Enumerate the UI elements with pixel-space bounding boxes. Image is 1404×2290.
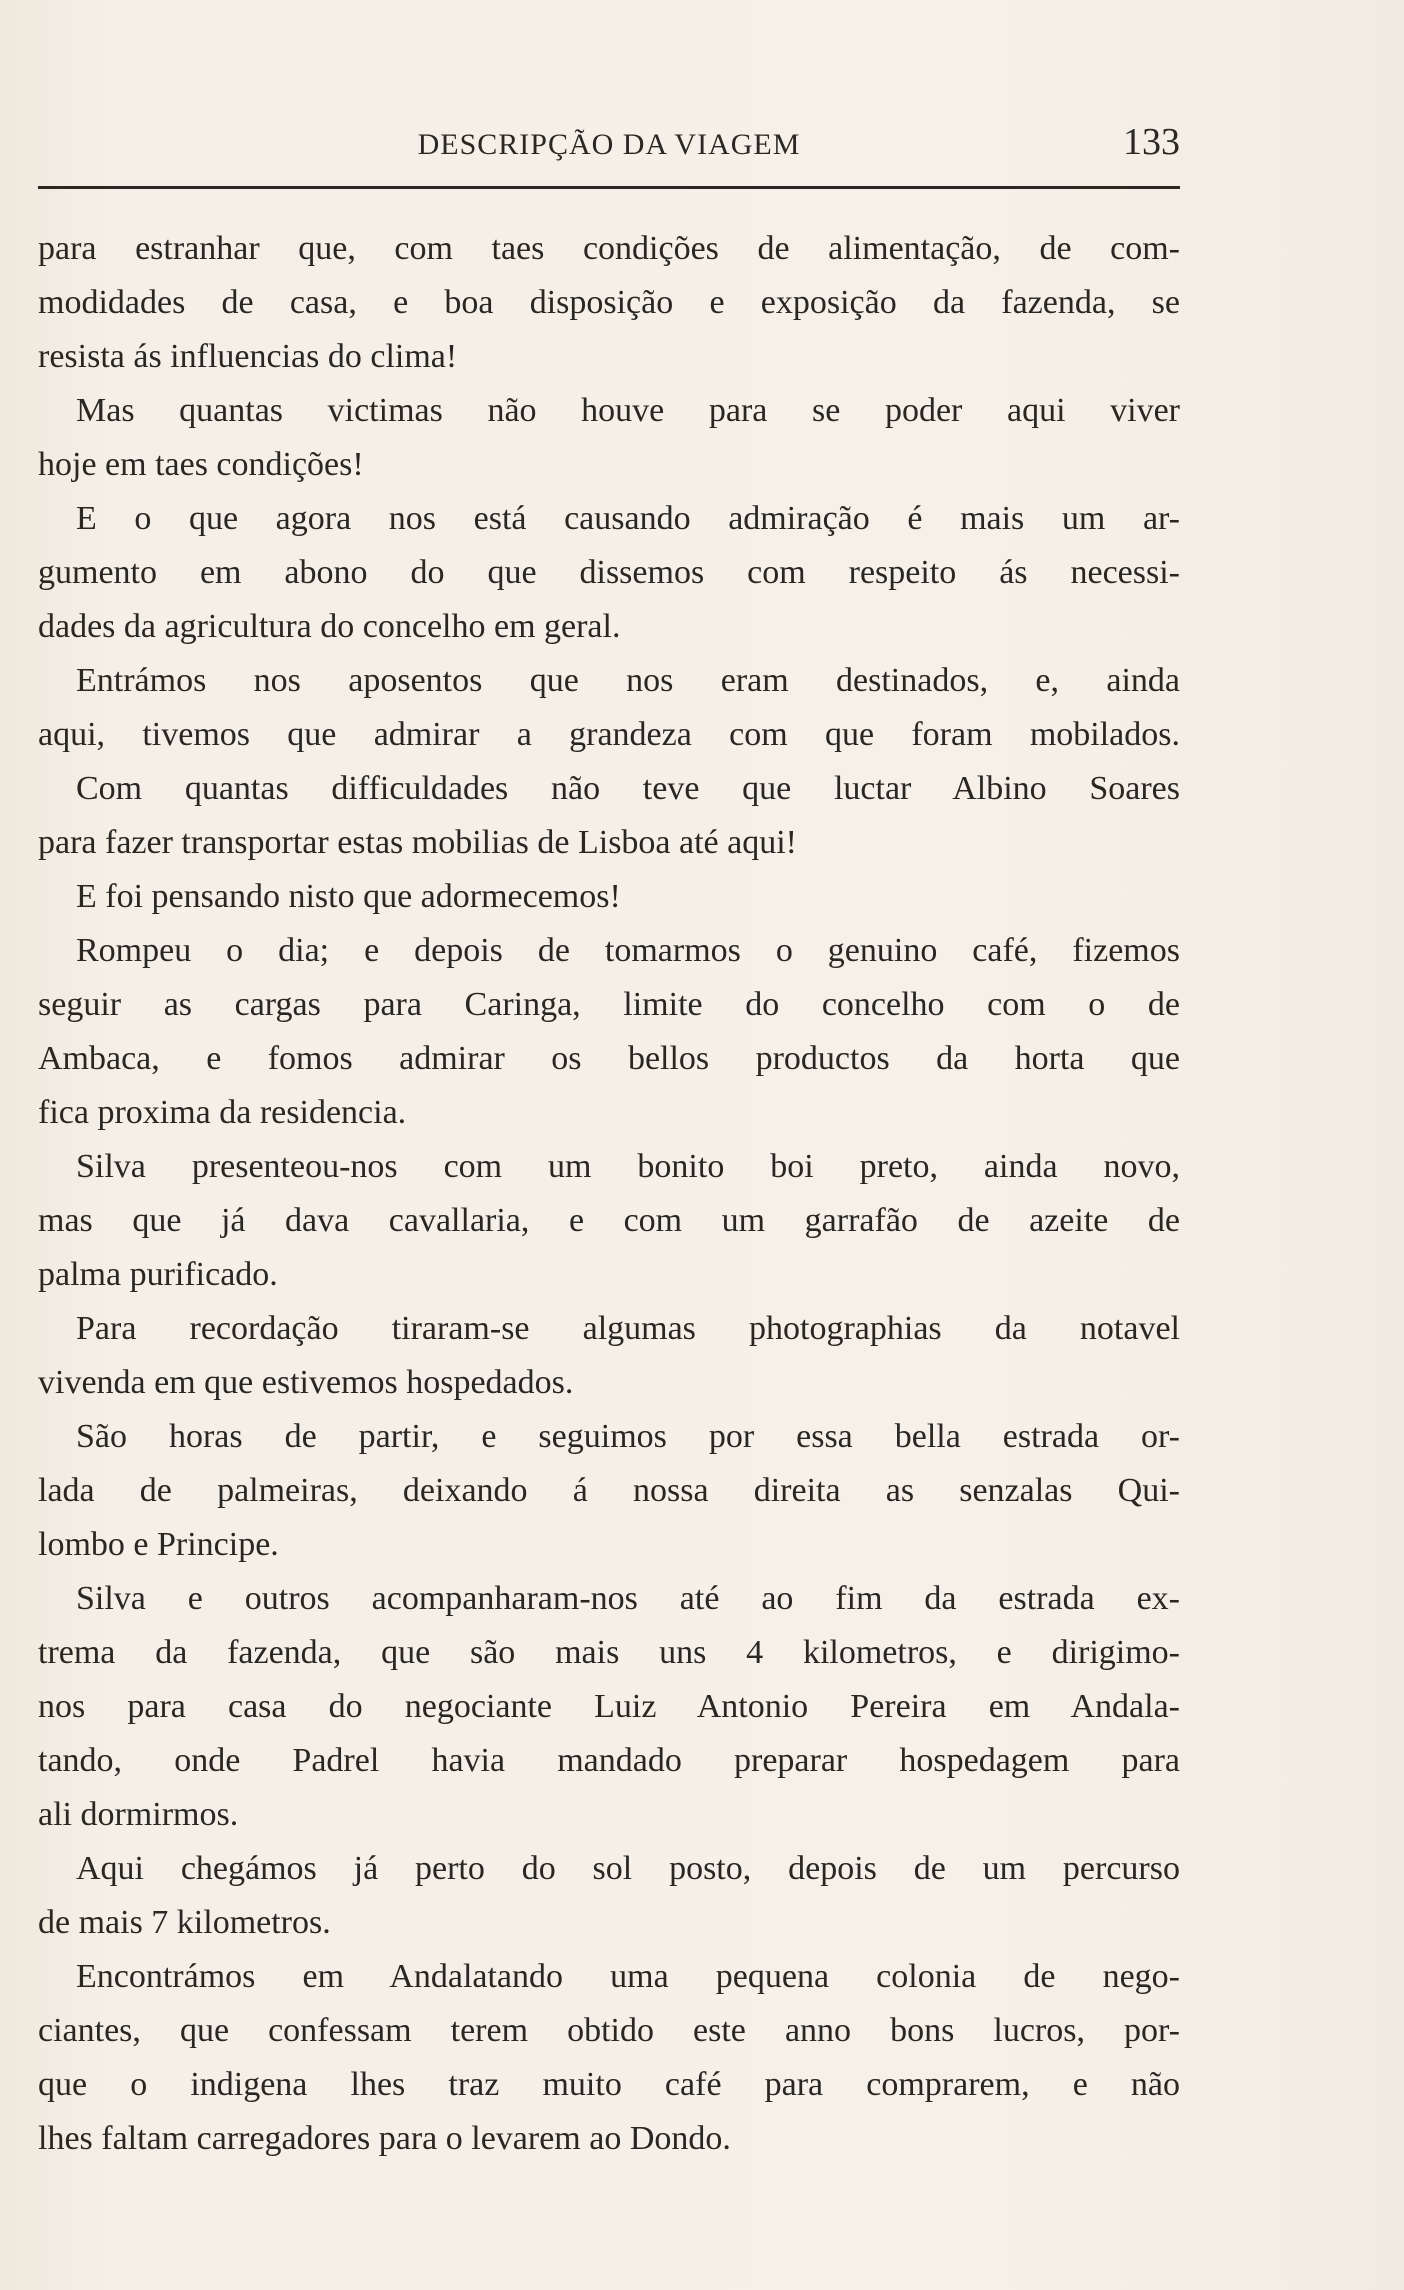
text-line: Silva e outros acompanharam-nos até ao fim da estrada ex- <box>76 1580 1180 1617</box>
text-line: resista ás influencias do clima! <box>38 338 458 375</box>
text-line: seguir as cargas para Caringa, limite do concelho com o de <box>38 986 1180 1023</box>
text-line: Rompeu o dia; e depois de tomarmos o genuino café, fizemos <box>76 932 1180 969</box>
text-line: vivenda em que estivemos hospedados. <box>38 1364 574 1401</box>
text-line: dades da agricultura do concelho em geral. <box>38 608 621 645</box>
text-line: ali dormirmos. <box>38 1796 239 1833</box>
text-line: palma purificado. <box>38 1256 278 1293</box>
text-line: lada de palmeiras, deixando á nossa direita as senzalas Qui- <box>38 1472 1180 1509</box>
text-line: ciantes, que confessam terem obtido este anno bons lucros, por- <box>38 2012 1180 2049</box>
text-line: hoje em taes condições! <box>38 446 364 483</box>
text-line: Com quantas difficuldades não teve que luctar Albino Soares <box>76 770 1180 807</box>
text-line: trema da fazenda, que são mais uns 4 kilometros, e dirigimo- <box>38 1634 1180 1671</box>
text-line: Silva presenteou-nos com um bonito boi preto, ainda novo, <box>76 1148 1180 1185</box>
text-line: que o indigena lhes traz muito café para comprarem, e não <box>38 2066 1180 2103</box>
text-line: Mas quantas victimas não houve para se poder aqui viver <box>76 392 1180 429</box>
text-line: Para recordação tiraram-se algumas photographias da notavel <box>76 1310 1180 1347</box>
text-line: para fazer transportar estas mobilias de Lisboa até aqui! <box>38 824 798 861</box>
text-line: mas que já dava cavallaria, e com um garrafão de azeite de <box>38 1202 1180 1239</box>
text-line: tando, onde Padrel havia mandado preparar hospedagem para <box>38 1742 1180 1779</box>
text-line: aqui, tivemos que admirar a grandeza com que foram mobilados. <box>38 716 1180 753</box>
text-line: de mais 7 kilometros. <box>38 1904 331 1941</box>
text-line: para estranhar que, com taes condições de alimentação, de com- <box>38 230 1180 267</box>
page-number: 133 <box>1123 121 1180 163</box>
text-line: gumento em abono do que dissemos com respeito ás necessi- <box>38 554 1180 591</box>
text-line: lombo e Principe. <box>38 1526 279 1563</box>
text-line: Entrámos nos aposentos que nos eram destinados, e, ainda <box>76 662 1180 699</box>
text-line: E o que agora nos está causando admiração é mais um ar- <box>76 500 1180 537</box>
text-line: E foi pensando nisto que adormecemos! <box>76 878 621 915</box>
text-line: Encontrámos em Andalatando uma pequena colonia de nego- <box>76 1958 1180 1995</box>
text-line: lhes faltam carregadores para o levarem ao Dondo. <box>38 2120 731 2157</box>
text-line: modidades de casa, e boa disposição e exposição da fazenda, se <box>38 284 1180 321</box>
running-title: DESCRIPÇÃO DA VIAGEM <box>417 128 801 161</box>
text-line: Ambaca, e fomos admirar os bellos productos da horta que <box>38 1040 1180 1077</box>
text-line: nos para casa do negociante Luiz Antonio Pereira em Andala- <box>38 1688 1180 1725</box>
body-text <box>38 222 1180 2166</box>
text-line: São horas de partir, e seguimos por essa bella estrada or- <box>76 1418 1180 1455</box>
page-header <box>38 116 1180 176</box>
text-line: fica proxima da residencia. <box>38 1094 407 1131</box>
header-rule <box>38 186 1180 189</box>
text-line: Aqui chegámos já perto do sol posto, depois de um percurso <box>76 1850 1180 1887</box>
